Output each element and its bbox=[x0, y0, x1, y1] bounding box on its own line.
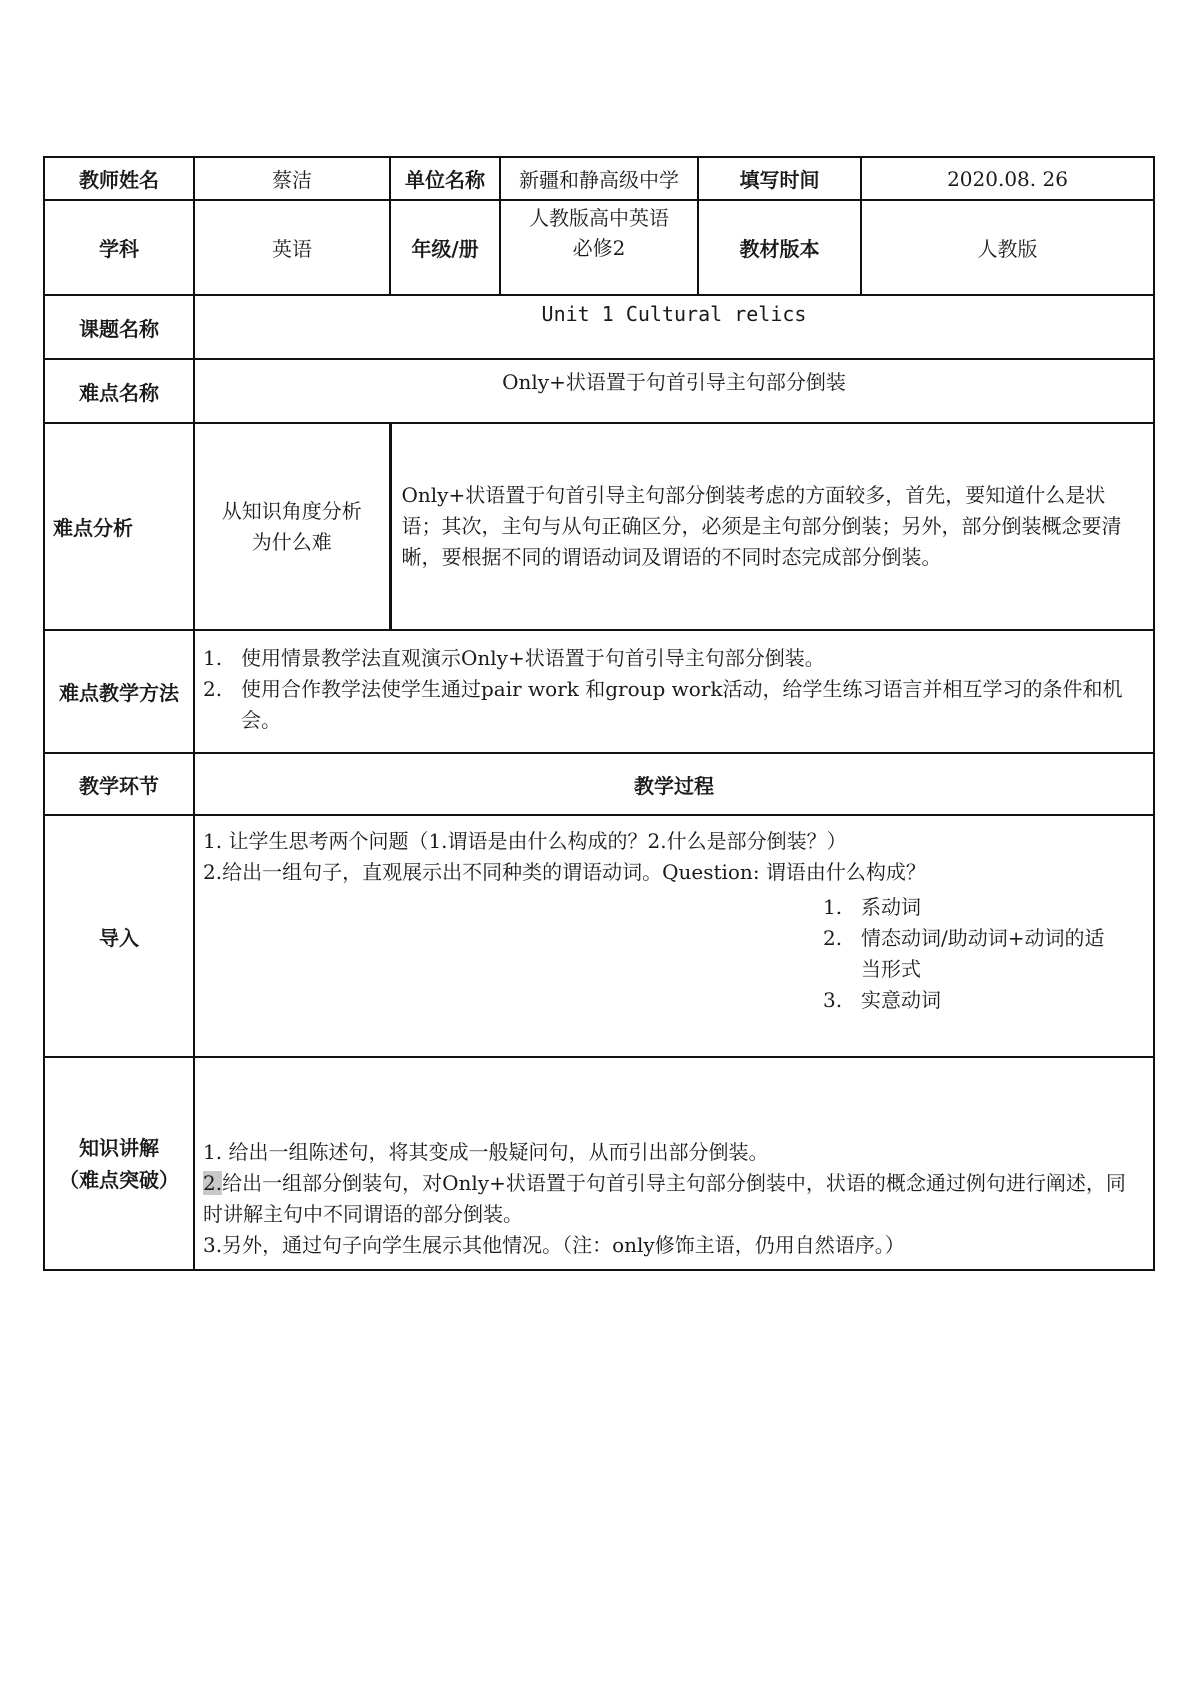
grade-value bbox=[500, 200, 698, 295]
method-item-num: 2. bbox=[203, 677, 223, 701]
textbook-value: 人教版 bbox=[861, 200, 1154, 295]
row-topic bbox=[44, 295, 1154, 359]
analysis-sub-label: 从知识角度分析为什么难 bbox=[194, 423, 390, 630]
knowledge-content bbox=[194, 1057, 1154, 1270]
knowledge-label-line1: 知识讲解 bbox=[79, 1135, 159, 1160]
intro-list-num: 3. bbox=[823, 988, 843, 1012]
teacher-value: 蔡洁 bbox=[194, 157, 390, 200]
row-difficulty bbox=[44, 359, 1154, 423]
intro-list-item bbox=[823, 892, 1145, 923]
analysis-text: Only+状语置于句首引导主句部分倒装考虑的方面较多，首先，要知道什么是状语；其次，主句与从句正确区分，必须是主句部分倒装；另外，部分倒装概念要清晰，要根据不同的谓语动词及谓语的不同时态完成部分倒装。 bbox=[390, 423, 1154, 630]
textbook-label: 教材版本 bbox=[698, 200, 861, 295]
process-label: 教学环节 bbox=[44, 753, 194, 815]
process-value: 教学过程 bbox=[194, 753, 1154, 815]
lesson-plan-table bbox=[43, 156, 1153, 1271]
row-subject bbox=[44, 200, 1154, 295]
intro-list-num: 1. bbox=[823, 895, 843, 919]
unit-value: 新疆和静高级中学 bbox=[500, 157, 698, 200]
intro-list-num: 2. bbox=[823, 926, 843, 950]
subject-label: 学科 bbox=[44, 200, 194, 295]
date-label: 填写时间 bbox=[698, 157, 861, 200]
intro-line1: 1. 让学生思考两个问题（1.谓语是由什么构成的？2.什么是部分倒装？） bbox=[203, 829, 847, 853]
method-label: 难点教学方法 bbox=[44, 630, 194, 753]
intro-list-item bbox=[823, 923, 1145, 985]
lesson-plan-grid bbox=[43, 156, 1155, 1271]
knowledge-line3: 3.另外，通过句子向学生展示其他情况。（注：only修饰主语，仍用自然语序。） bbox=[203, 1233, 905, 1257]
intro-list-item bbox=[823, 985, 1145, 1016]
grade-label: 年级/册 bbox=[390, 200, 500, 295]
intro-list-text: 实意动词 bbox=[861, 988, 941, 1012]
teacher-label: 教师姓名 bbox=[44, 157, 194, 200]
intro-list bbox=[823, 892, 1145, 1016]
method-item bbox=[203, 674, 1145, 736]
knowledge-line1: 1. 给出一组陈述句，将其变成一般疑问句，从而引出部分倒装。 bbox=[203, 1140, 769, 1164]
analysis-label: 难点分析 bbox=[44, 423, 194, 630]
method-item-text: 使用情景教学法直观演示Only+状语置于句首引导主句部分倒装。 bbox=[241, 646, 825, 670]
grade-value-line1: 人教版高中英语 bbox=[529, 206, 669, 230]
knowledge-label-line2: （难点突破） bbox=[59, 1167, 179, 1192]
method-list bbox=[194, 630, 1154, 753]
knowledge-label bbox=[44, 1057, 194, 1270]
row-method bbox=[44, 630, 1154, 753]
topic-value: Unit 1 Cultural relics bbox=[194, 295, 1154, 359]
grade-value-line2: 必修2 bbox=[572, 236, 626, 260]
method-item-num: 1. bbox=[203, 646, 223, 670]
row-process-header bbox=[44, 753, 1154, 815]
difficulty-value: Only+状语置于句首引导主句部分倒装 bbox=[194, 359, 1154, 423]
intro-list-text: 情态动词/助动词+动词的适当形式 bbox=[861, 926, 1105, 981]
row-intro bbox=[44, 815, 1154, 1057]
method-item-text: 使用合作教学法使学生通过pair work 和group work活动，给学生练习语言并相互学习的条件和机会。 bbox=[241, 677, 1123, 732]
unit-label: 单位名称 bbox=[390, 157, 500, 200]
knowledge-line2-text: 给出一组部分倒装句，对Only+状语置于句首引导主句部分倒装中，状语的概念通过例句进行阐述，同时讲解主句中不同谓语的部分倒装。 bbox=[203, 1171, 1126, 1226]
difficulty-label: 难点名称 bbox=[44, 359, 194, 423]
intro-label: 导入 bbox=[44, 815, 194, 1057]
topic-label: 课题名称 bbox=[44, 295, 194, 359]
intro-content bbox=[194, 815, 1154, 1057]
subject-value: 英语 bbox=[194, 200, 390, 295]
intro-list-text: 系动词 bbox=[861, 895, 921, 919]
knowledge-line2-prefix: 2. bbox=[203, 1171, 223, 1195]
date-value: 2020.08. 26 bbox=[861, 157, 1154, 200]
intro-line2: 2.给出一组句子，直观展示出不同种类的谓语动词。Question: 谓语由什么构成？ bbox=[203, 860, 926, 884]
row-teacher bbox=[44, 157, 1154, 200]
row-analysis bbox=[44, 423, 1154, 630]
method-item bbox=[203, 643, 1145, 674]
row-knowledge bbox=[44, 1057, 1154, 1270]
knowledge-line2 bbox=[203, 1168, 1145, 1230]
